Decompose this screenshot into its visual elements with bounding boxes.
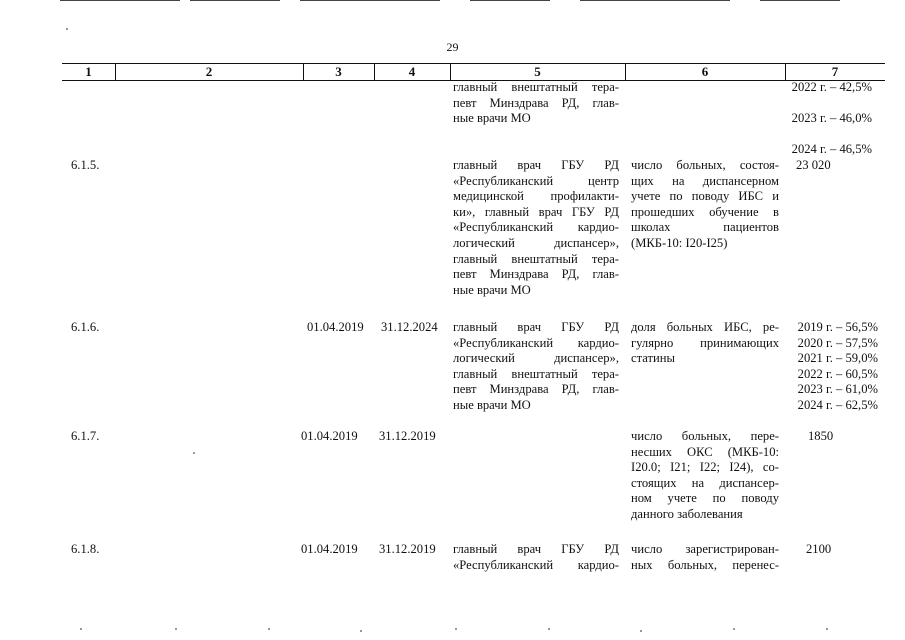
indicator-line: ном учете по поводу <box>631 491 779 506</box>
value-line: 2024 г. – 62,5% <box>797 398 878 412</box>
responsible-line: главный внештатный тера- <box>453 80 619 94</box>
column-header-1: 1 <box>85 64 92 79</box>
indicator-line: щих на диспансерном <box>631 173 779 188</box>
responsible-line: медицинской профилакти- <box>453 189 619 204</box>
page-number: 29 <box>446 40 459 54</box>
responsible-line: ные врачи МО <box>453 282 531 297</box>
value-line: 2021 г. – 59,0% <box>797 351 878 366</box>
indicator-line: число больных, пере- <box>631 429 779 443</box>
scan-speck <box>175 628 177 630</box>
value-cell: 2100 <box>806 542 832 556</box>
scan-speck <box>640 630 642 632</box>
responsible-line: певт Минздрава РД, глав- <box>453 267 619 282</box>
column-header-5: 5 <box>534 64 541 79</box>
indicator-line: школах пациентов <box>631 220 779 235</box>
value-cell: 1850 <box>808 429 834 443</box>
indicator-cell <box>631 542 779 573</box>
indicator-line: стоящих на диспансер- <box>631 475 779 490</box>
scan-edge-top <box>300 0 440 1</box>
end-date: 31.12.2024 <box>381 320 438 334</box>
scan-speck <box>193 452 195 454</box>
value-line: 2023 г. – 46,0% <box>791 111 872 125</box>
value-cell: 23 020 <box>796 158 831 172</box>
end-date: 31.12.2019 <box>379 429 436 443</box>
scan-edge-top <box>190 0 280 1</box>
responsible-line: певт Минздрава РД, глав- <box>453 95 619 110</box>
responsible-cell <box>453 542 619 573</box>
responsible-cell <box>453 158 619 298</box>
responsible-line: «Республиканский кардио- <box>453 335 619 350</box>
end-date: 31.12.2019 <box>379 542 436 556</box>
start-date: 01.04.2019 <box>307 320 364 334</box>
indicator-line: данного заболевания <box>631 506 743 521</box>
indicator-line: учете по поводу ИБС и <box>631 189 779 204</box>
column-header-2: 2 <box>205 64 213 79</box>
responsible-line: «Республиканский кардио- <box>453 220 619 235</box>
value-line: 2023 г. – 61,0% <box>797 382 878 397</box>
responsible-line: главный врач ГБУ РД <box>453 158 619 172</box>
responsible-line: главный внештатный тера- <box>453 366 619 381</box>
column-header-3: 3 <box>335 64 342 79</box>
responsible-line: ные врачи МО <box>453 397 531 412</box>
row-number: 6.1.8. <box>71 542 100 556</box>
scan-edge-top <box>60 0 180 1</box>
responsible-line: логический диспансер», <box>453 351 619 366</box>
indicator-line: несших ОКС (МКБ-10: <box>631 444 779 459</box>
responsible-line: главный внештатный тера- <box>453 251 619 266</box>
responsible-line: ки», главный врач ГБУ РД <box>453 204 619 219</box>
responsible-line: певт Минздрава РД, глав- <box>453 382 619 397</box>
responsible-line: «Республиканский центр <box>453 173 619 188</box>
scan-edge-top <box>470 0 550 1</box>
row-number: 6.1.6. <box>71 320 100 334</box>
start-date: 01.04.2019 <box>301 429 358 443</box>
value-line: 2022 г. – 60,5% <box>797 366 878 381</box>
value-line: 2024 г. – 46,5% <box>791 142 872 156</box>
indicator-line: число больных, состоя- <box>631 158 779 172</box>
scan-edge-top <box>580 0 730 1</box>
responsible-line: ные врачи МО <box>453 111 531 126</box>
indicator-line: прошедших обучение в <box>631 204 779 219</box>
scan-speck <box>733 628 735 630</box>
value-line: 2022 г. – 42,5% <box>791 80 872 94</box>
column-header-6: 6 <box>701 64 709 79</box>
indicator-cell <box>631 320 779 367</box>
indicator-line: ных больных, перенес- <box>631 557 779 572</box>
indicator-line: I20.0; I21; I22; I24), со- <box>631 460 779 475</box>
indicator-line: доля больных ИБС, ре- <box>631 320 779 334</box>
responsible-cell <box>453 320 619 414</box>
indicator-cell <box>631 429 779 523</box>
value-line: 2019 г. – 56,5% <box>797 320 878 334</box>
scan-speck <box>66 28 68 30</box>
indicator-line: число зарегистрирован- <box>631 542 779 556</box>
responsible-line: главный врач ГБУ РД <box>453 542 619 556</box>
responsible-cell <box>453 80 619 127</box>
scan-speck <box>548 628 550 630</box>
column-header-7: 7 <box>831 64 839 79</box>
value-line: 2020 г. – 57,5% <box>797 335 878 350</box>
indicator-line: гулярно принимающих <box>631 335 779 350</box>
scan-speck <box>360 630 362 632</box>
scan-speck <box>268 628 270 630</box>
scan-speck <box>826 628 828 630</box>
row-number: 6.1.5. <box>71 158 100 172</box>
responsible-line: главный врач ГБУ РД <box>453 320 619 334</box>
responsible-line: логический диспансер», <box>453 235 619 250</box>
row-number: 6.1.7. <box>71 429 100 443</box>
responsible-line: «Республиканский кардио- <box>453 557 619 572</box>
column-header-4: 4 <box>408 64 416 79</box>
start-date: 01.04.2019 <box>301 542 358 556</box>
indicator-cell <box>631 158 779 252</box>
scan-edge-top <box>760 0 840 1</box>
scan-speck <box>80 628 82 630</box>
indicator-line: (МКБ-10: I20-I25) <box>631 235 728 250</box>
indicator-line: статины <box>631 351 675 366</box>
scan-speck <box>455 628 457 630</box>
